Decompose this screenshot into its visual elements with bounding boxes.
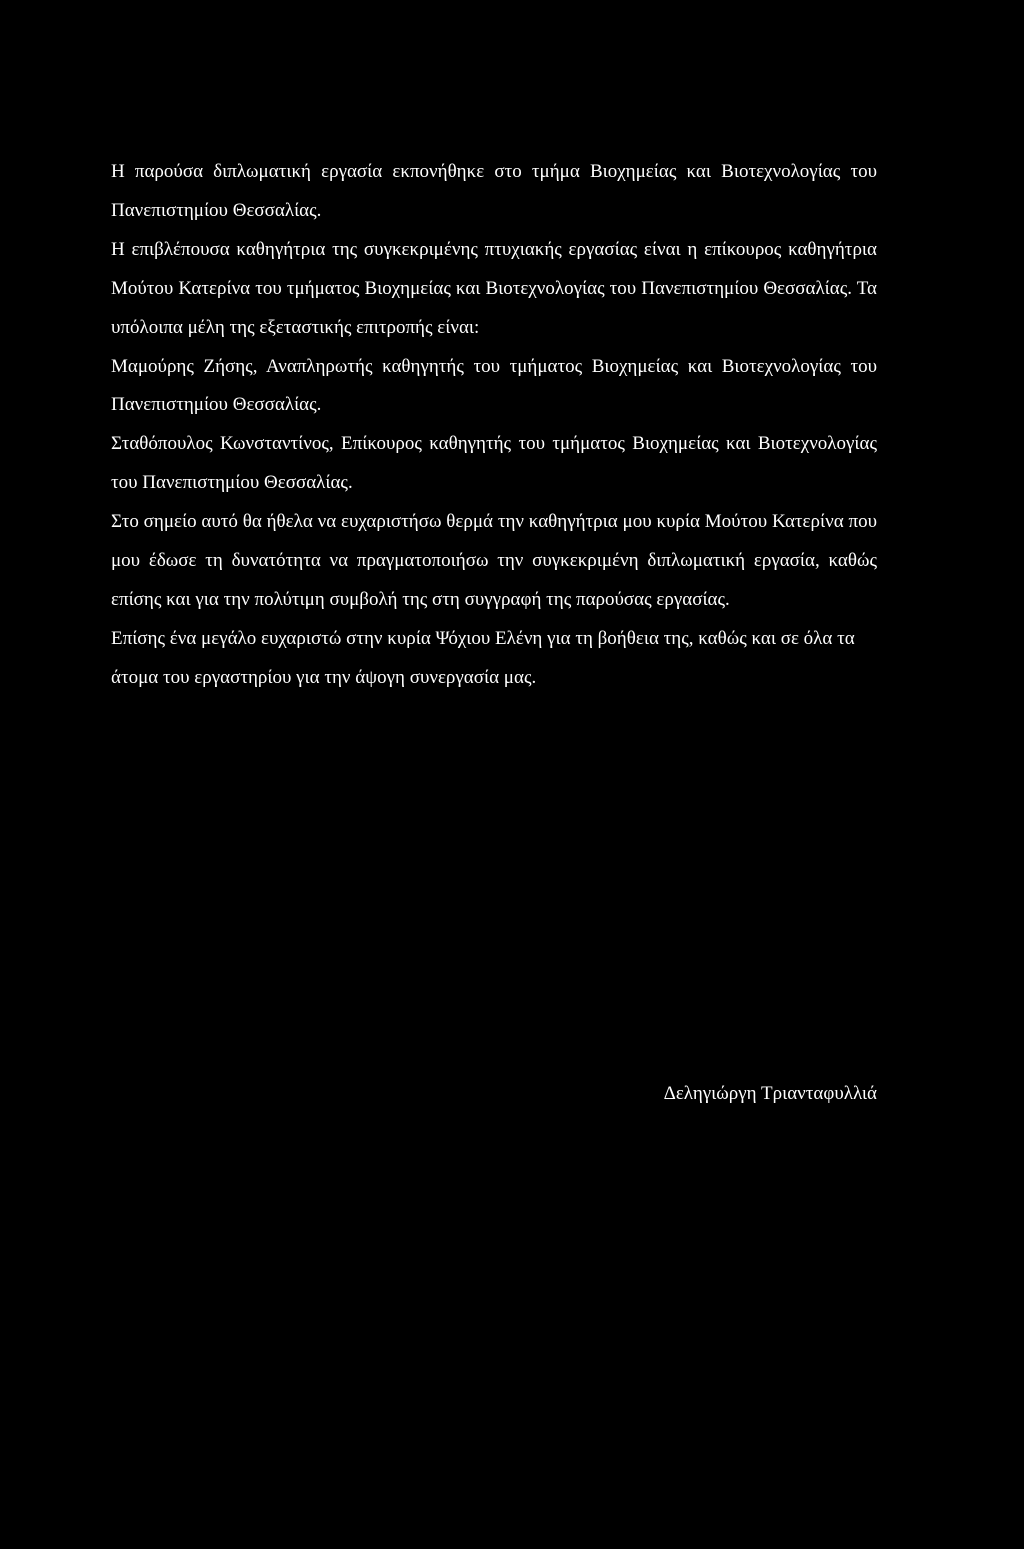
paragraph-thesis-origin: Η παρούσα διπλωματική εργασία εκπονήθηκε στο τμήμα Βιοχημείας και Βιοτεχνολογίας του Πανεπιστημίου Θεσσαλίας. xyxy=(111,161,877,221)
author-signature: Δεληγιώργη Τριανταφυλλιά xyxy=(663,1083,877,1104)
paragraph-thanks-supervisor: Στο σημείο αυτό θα ήθελα να ευχαριστήσω θερμά την καθηγήτρια μου κυρία Μούτου Κατερίνα που μου έδωσε τη δυνατότητα να πραγματοποιήσω την συγκεκριμένη διπλωματική εργασία, καθώς επίσης και για την πολύτιμη συμβολή της στη συγγραφή της παρούσας εργασίας. xyxy=(111,511,877,610)
paragraph-supervisor: Η επιβλέπουσα καθηγήτρια της συγκεκριμένης πτυχιακής εργασίας είναι η επίκουρος καθηγήτρια Μούτου Κατερίνα του τμήματος Βιοχημείας και Βιοτεχνολογίας του Πανεπιστημίου Θεσσαλίας. Τα υπόλοιπα μέλη της εξεταστικής επιτροπής είναι: xyxy=(111,238,877,338)
paragraph-thanks-lab: Επίσης ένα μεγάλο ευχαριστώ στην κυρία Ψόχιου Ελένη για τη βοήθεια της, καθώς και σε όλα τα άτομα του εργαστηρίου για την άψογη συνεργασία μας. xyxy=(111,627,855,688)
acknowledgements-text xyxy=(111,153,877,698)
paragraph-committee-member-2: Σταθόπουλος Κωνσταντίνος, Επίκουρος καθηγητής του τμήματος Βιοχημείας και Βιοτεχνολογίας του Πανεπιστημίου Θεσσαλίας. xyxy=(111,433,877,494)
paragraph-committee-member-1: Μαμούρης Ζήσης, Αναπληρωτής καθηγητής του τμήματος Βιοχημείας και Βιοτεχνολογίας του Πανεπιστημίου Θεσσαλίας. xyxy=(111,355,877,416)
